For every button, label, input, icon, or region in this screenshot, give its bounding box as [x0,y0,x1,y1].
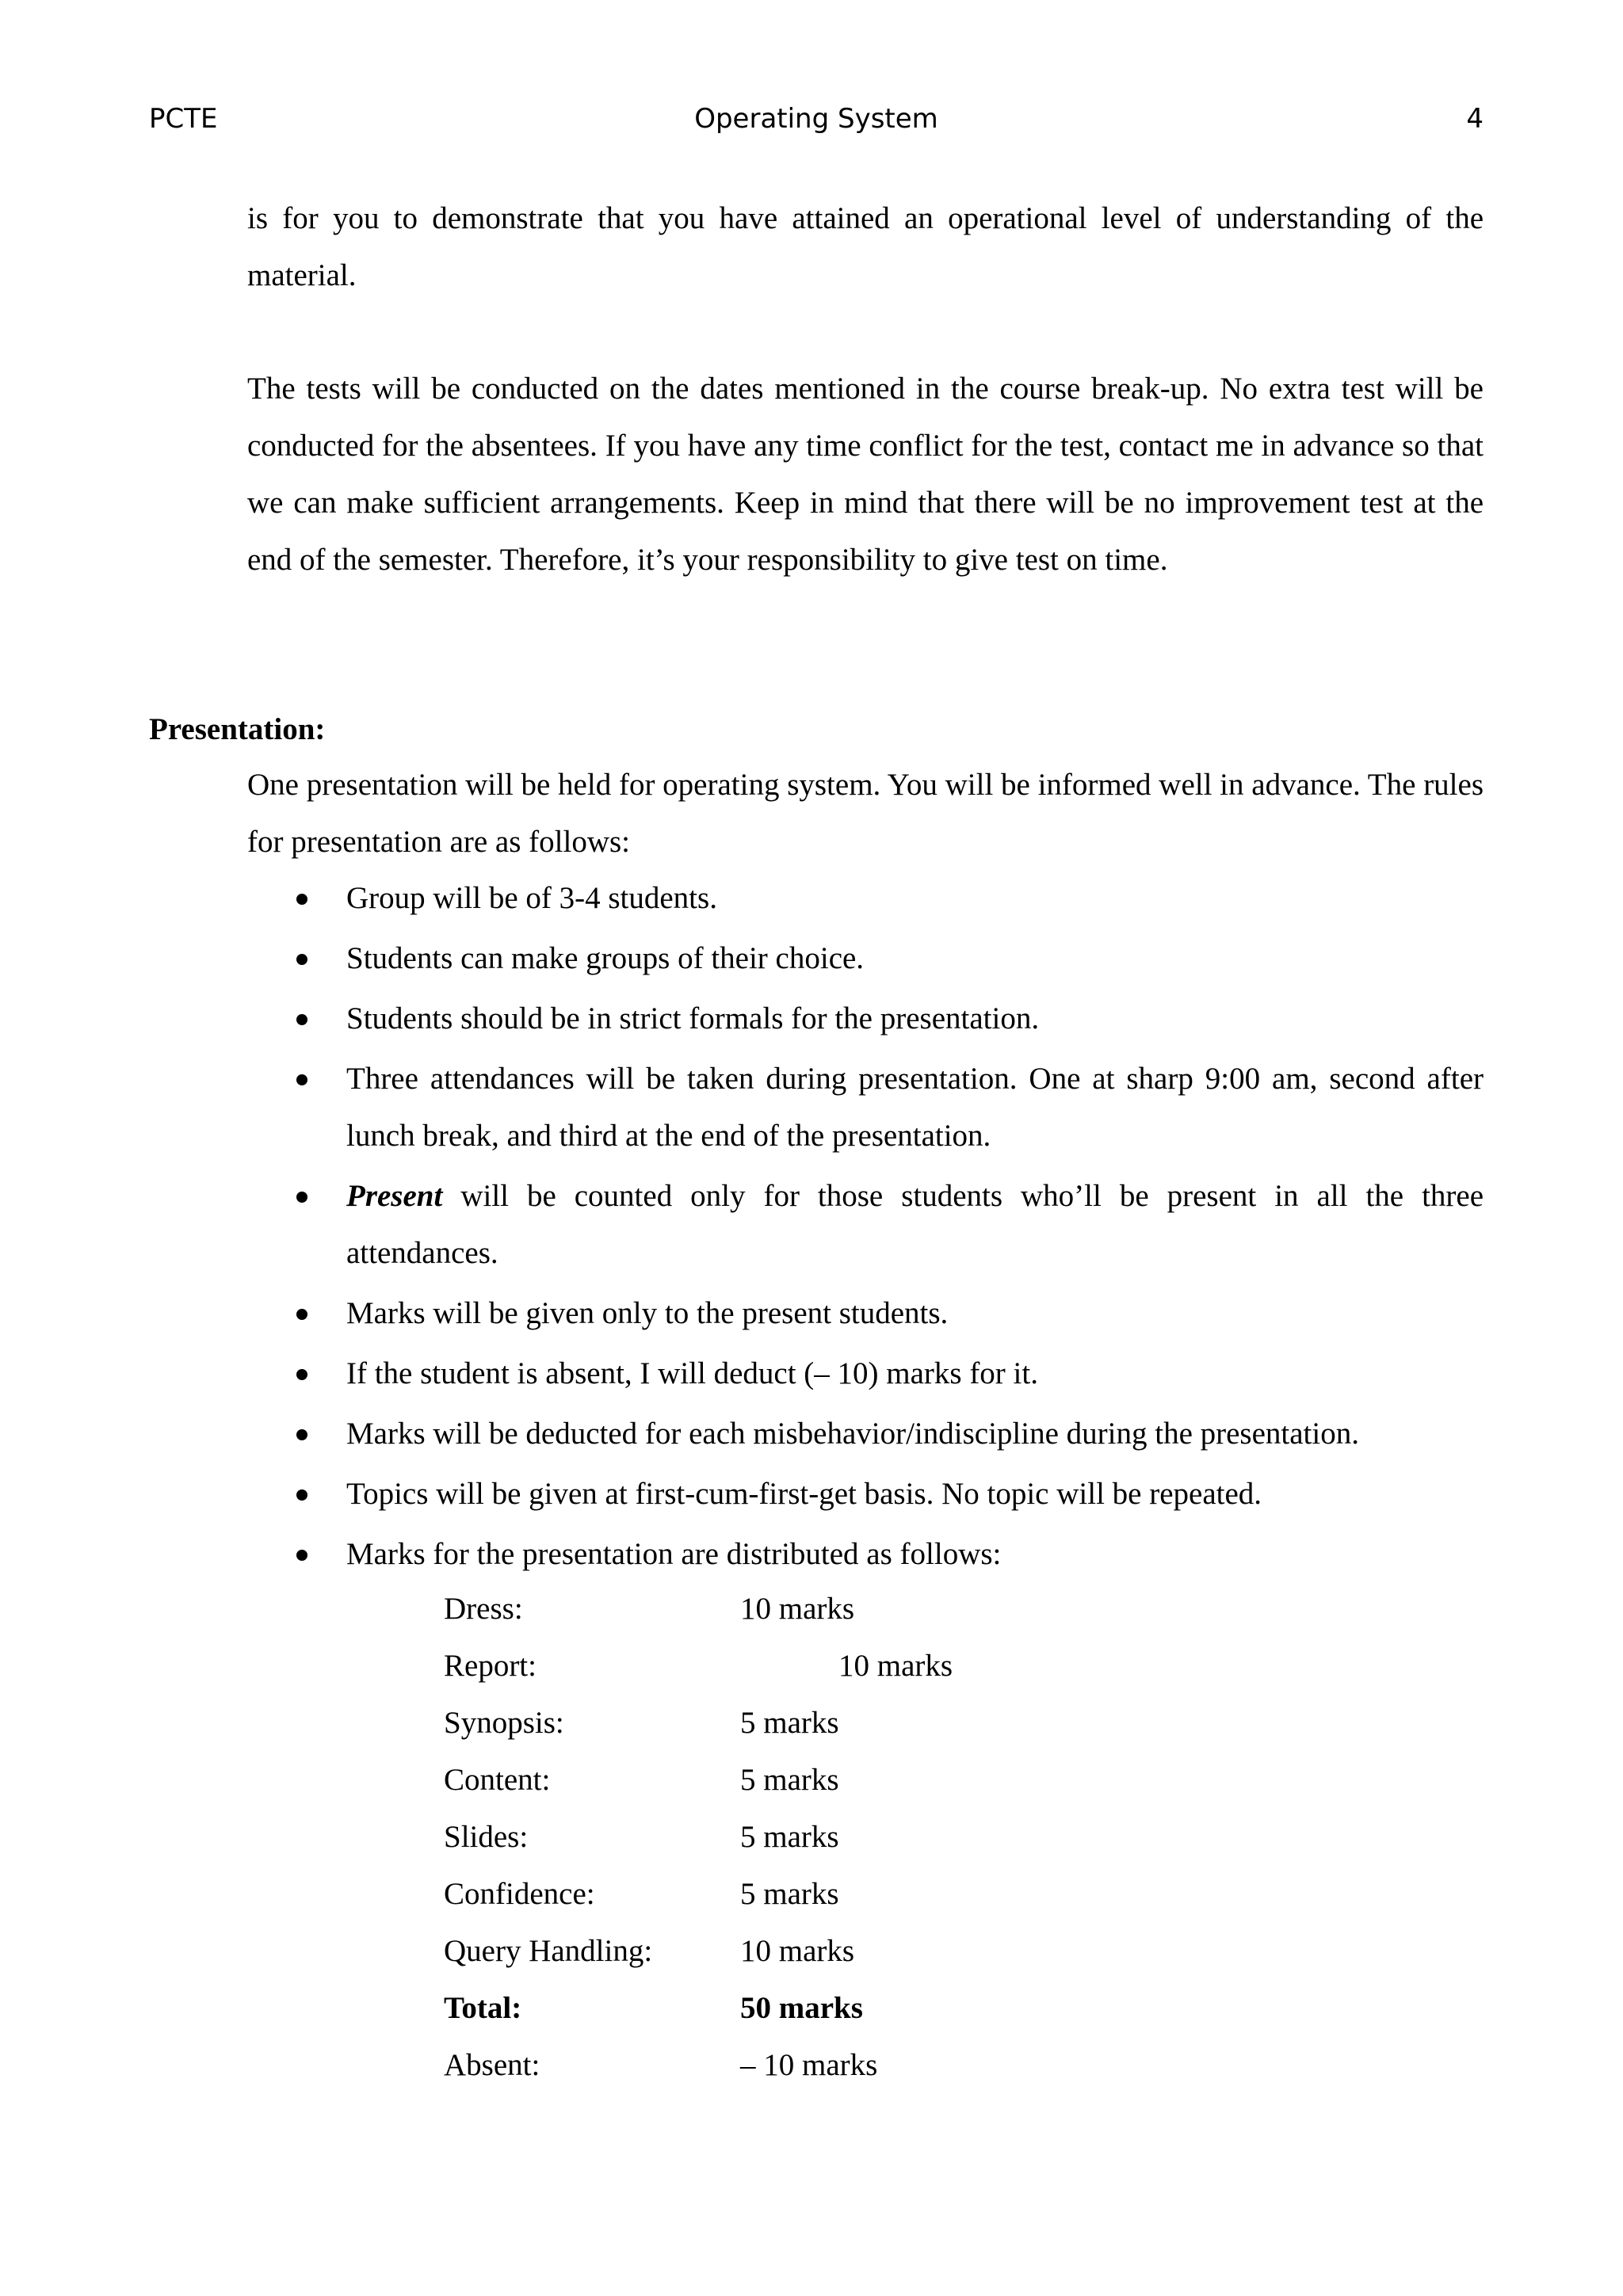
marks-label: Report: [444,1649,537,1683]
marks-label: Slides: [444,1820,529,1854]
marks-label: Absent: [444,2048,540,2082]
marks-row-synopsis [444,1695,999,1752]
bullet-icon [296,1429,307,1440]
marks-value: 50 marks [740,1991,863,2025]
marks-row-dress [444,1581,999,1638]
emphasis-present: Present [346,1179,443,1213]
list-item-text: Marks will be deducted for each misbehavior/indiscipline during the presentation. [346,1417,1359,1451]
marks-row-report [444,1638,999,1695]
list-item [293,990,1484,1047]
marks-value: – 10 marks [740,2048,878,2082]
list-item-text: Students should be in strict formals for the presentation. [346,1001,1040,1035]
marks-row-query-handling [444,1923,999,1980]
list-item [293,870,1484,927]
marks-row-slides [444,1809,999,1866]
marks-label: Query Handling: [444,1934,653,1968]
marks-value: 10 marks [740,1934,855,1968]
list-item [293,1345,1484,1402]
list-item-text: Marks will be given only to the present students. [346,1296,949,1330]
bullet-icon [296,1014,307,1025]
list-item [293,1051,1484,1165]
list-item-text: Group will be of 3-4 students. [346,881,717,915]
header-title: Operating System [694,103,938,135]
page-number: 4 [1466,103,1484,135]
paragraph-tests: The tests will be conducted on the dates mentioned in the course break-up. No extra test will be conducted for the absentees. If you have any time conflict for the test, contact me in advance so that we can make sufficient arrangements. Keep in mind that there will be no improvement test at the end of the semester. Therefore, it’s your responsibility to give test on time. [247,372,1484,577]
marks-label: Dress: [444,1592,523,1626]
page-header [149,99,1484,139]
marks-row-absent [444,2037,999,2094]
marks-value: 5 marks [740,1877,839,1911]
paragraph-presentation-intro: One presentation will be held for operating system. You will be informed well in advance. The rules for presentation are as follows: [247,768,1484,859]
list-item [293,930,1484,987]
bullet-icon [296,1309,307,1320]
marks-label: Content: [444,1763,551,1797]
marks-label: Synopsis: [444,1706,564,1740]
list-item [293,1405,1484,1463]
presentation-rules-list [293,870,1484,1586]
list-item [293,1285,1484,1342]
list-item-text: Topics will be given at first-cum-first-get basis. No topic will be repeated. [346,1477,1262,1511]
list-item-text: Marks for the presentation are distributed as follows: [346,1537,1002,1571]
bullet-icon [296,1192,307,1203]
list-item-text: Three attendances will be taken during presentation. One at sharp 9:00 am, second after lunch break, and third at the end of the presentation. [346,1062,1484,1153]
marks-row-total [444,1980,999,2037]
marks-label: Total: [444,1991,522,2025]
list-item [293,1168,1484,1282]
bullet-icon [296,1489,307,1501]
list-item-text: will be counted only for those students who’ll be present in all the three attendances. [346,1179,1484,1270]
paragraph-continuation: is for you to demonstrate that you have attained an operational level of understanding of the material. [247,201,1484,292]
marks-value: 5 marks [740,1820,839,1854]
marks-value: 10 marks [740,1592,855,1626]
marks-distribution [444,1581,999,2094]
header-institution: PCTE [149,103,218,135]
bullet-icon [296,1074,307,1085]
section-heading-presentation: Presentation: [149,712,326,746]
list-item [293,1466,1484,1523]
bullet-icon [296,894,307,905]
marks-row-confidence [444,1866,999,1923]
bullet-icon [296,1550,307,1561]
marks-value: 5 marks [740,1706,839,1740]
marks-row-content [444,1752,999,1809]
marks-label: Confidence: [444,1877,595,1911]
list-item-text: Students can make groups of their choice. [346,941,865,975]
list-item [293,1526,1484,1583]
marks-value: 10 marks [838,1649,953,1683]
list-item-text: If the student is absent, I will deduct (– 10) marks for it. [346,1356,1038,1390]
bullet-icon [296,954,307,965]
marks-value: 5 marks [740,1763,839,1797]
bullet-icon [296,1369,307,1380]
